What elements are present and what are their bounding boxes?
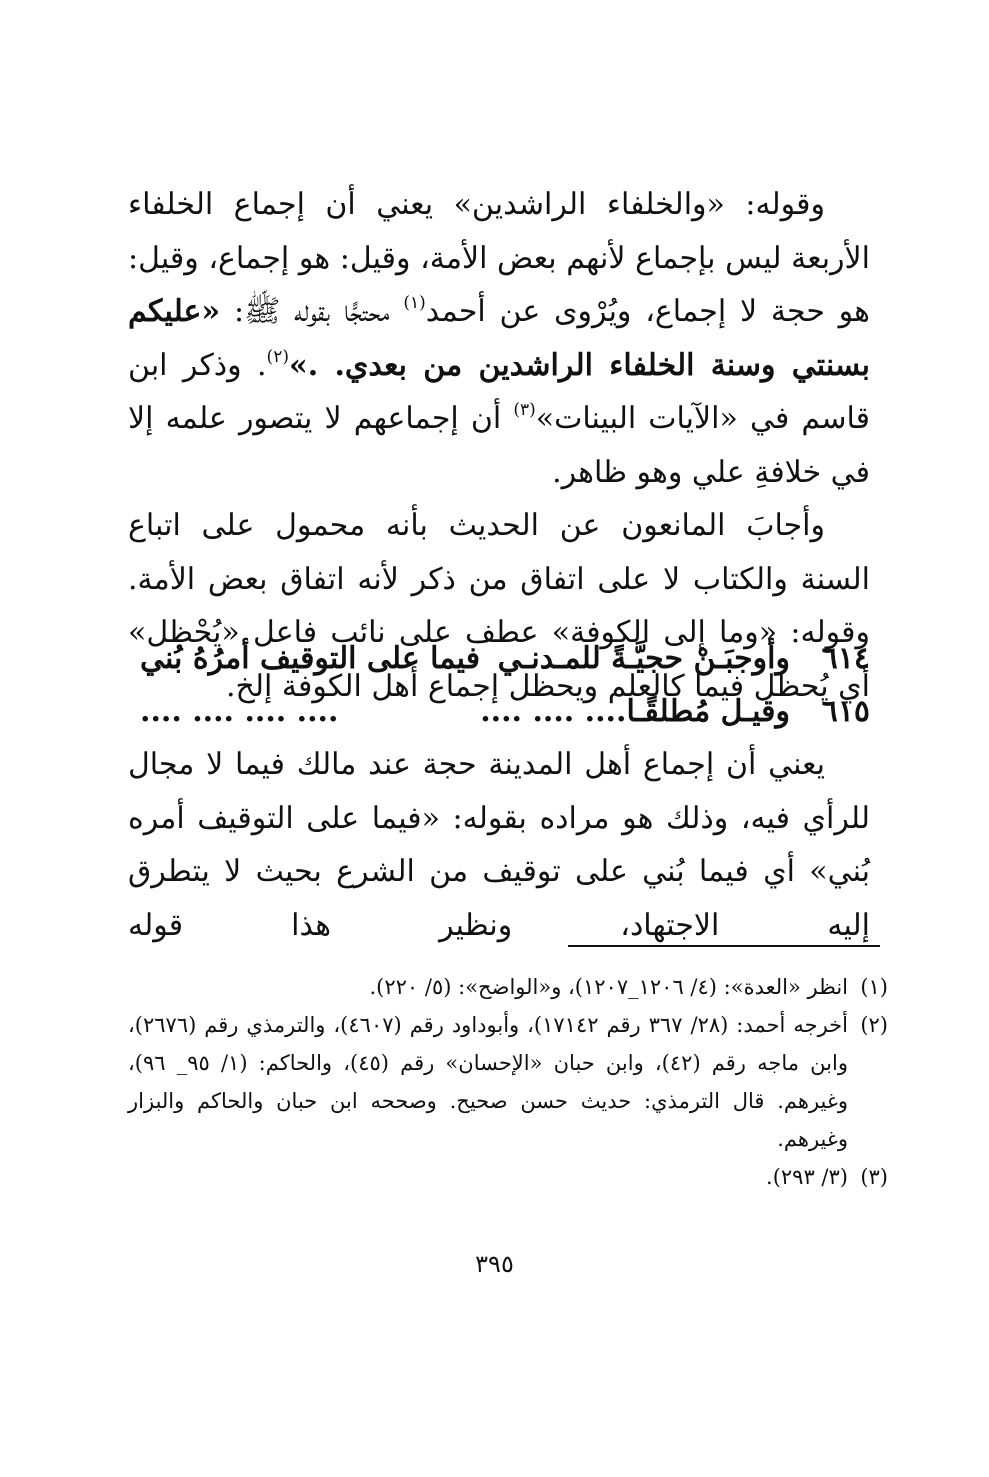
footnote-text: انظر «العدة»: (٤/ ١٢٠٦_١٢٠٧)، و«الواضح»: (٥/ ٢٢٠). [369, 975, 848, 999]
footnote-ref-2: (٢) [266, 346, 289, 367]
paragraph-1-text-c: . وذكر ابن قاسم في «الآيات البينات» [128, 347, 870, 436]
commentary-text [128, 738, 870, 952]
paragraph-1-text-a: وقوله: «والخلفاء الراشدين» يعني أن إجماع الخلفاء الأربعة ليس بإجماع لأنهم بعض الأمة، وقيل: هو إجماع، وقيل: هو حجة لا إجماع، ويُرْوى عن أحمد [128, 187, 870, 329]
verse-614 [128, 632, 870, 685]
paragraph-consensus-caliphs [128, 178, 870, 499]
page-number: ٣٩٥ [475, 1250, 514, 1278]
footnote-2 [128, 1006, 888, 1158]
footnote-3 [128, 1158, 888, 1196]
verse-first-hemistich: وقيـل مُطلقًـا.... .... .... [480, 694, 790, 729]
footnote-number: (٢) [860, 1013, 888, 1037]
footnote-text: أخرجه أحمد: (٢٨/ ٣٦٧ رقم ١٧١٤٢)، وأبوداود رقم (٤٦٠٧)، والترمذي رقم (٢٦٧٦)، وابن ماجه رقم (٤٢)، وابن حبان «الإحسان» رقم (٤٥)، والحاكم: (١/ ٩٥_ ٩٦)، وغيرهم. قال الترمذي: حديث حسن صحيح. وصححه ابن حبان والحاكم والبزار وغيرهم. [128, 1013, 848, 1151]
footnote-number: (١) [860, 975, 888, 999]
footnote-number: (٣) [860, 1165, 888, 1189]
hadith-quote: «عليكم بسنتي وسنة الخلفاء الراشدين من بعدي. .» [128, 294, 871, 383]
poem-verses [128, 632, 870, 738]
footnote-text: (٣/ ٢٩٣). [766, 1165, 848, 1189]
footnote-1 [128, 968, 888, 1006]
verse-615 [128, 685, 870, 738]
verse-number: ٦١٥ [821, 694, 870, 729]
footnotes [128, 968, 888, 1196]
footnote-separator [568, 945, 880, 947]
paragraph-medina-consensus: يعني أن إجماع أهل المدينة حجة عند مالك فيما لا مجال للرأي فيه، وذلك هو مراده بقوله: «فيما على التوقيف أمره بُني» أي فيما بُني على توقيف من الشرع بحيث لا يتطرق إليه الاجتهاد، ونظير هذا قوله [128, 747, 870, 943]
verse-number: ٦١٤ [821, 641, 870, 676]
verse-second-hemistich: فيما على التوقيف أمرُهُ بُني [140, 641, 481, 676]
paragraph-objectors-answer: وأجابَ المانعون عن الحديث بأنه محمول على اتباع السنة والكتاب لا على اتفاق من ذكر لأنه اتفاق بعض الأمة. وقوله: «وما إلى الكوفة» عطف على نائب فاعل «يُحْظل» أي يُحظل فيما كالعلم ويحظل إجماع أهل الكوفة إلخ. [128, 508, 870, 704]
footnote-ref-3: (٣) [513, 400, 536, 420]
verse-first-hemistich: وأوجبَـنْ حجيَّـةً للمـدنـي [497, 641, 790, 676]
paragraph-1-text-d: أن إجماعهم لا يتصور علمه إلا في خلافةِ علي وهو ظاهر. [128, 401, 870, 490]
paragraph-1-text-b: محتجًّا بقوله ﷺ: [220, 294, 404, 329]
footnote-ref-1: (١) [403, 293, 426, 313]
verse-second-hemistich: .... .... .... .... [140, 694, 339, 729]
